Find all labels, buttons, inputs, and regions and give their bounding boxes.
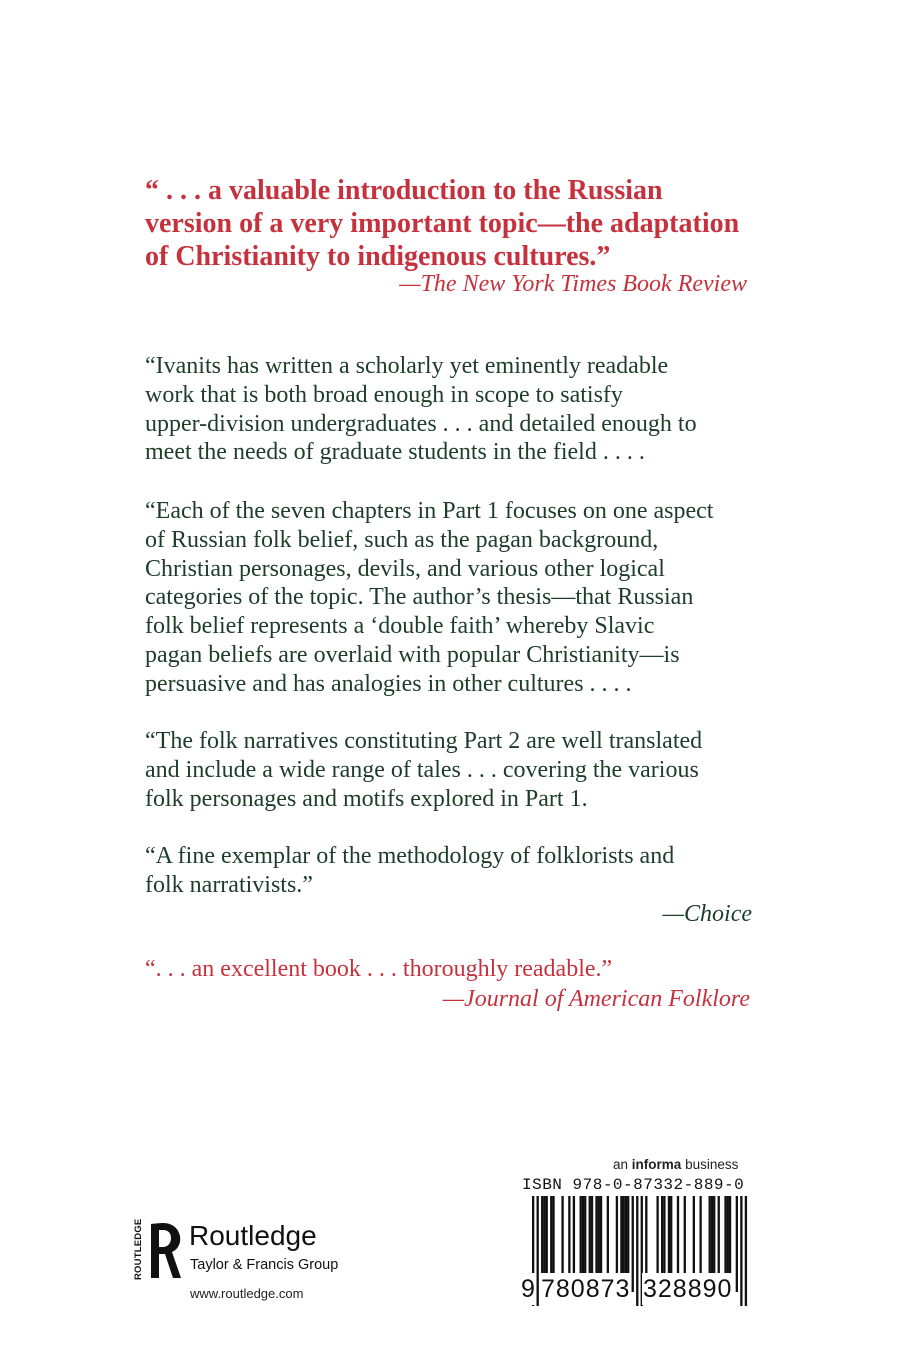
paragraph-line: meet the needs of graduate students in the field . . . . bbox=[145, 439, 645, 466]
paragraph-line: “Ivanits has written a scholarly yet eminently readable bbox=[145, 353, 669, 379]
informa-suffix: business bbox=[685, 1157, 739, 1172]
isbn-label: ISBN 978-0-87332-889-0 bbox=[522, 1176, 745, 1194]
paragraph-line: pagan beliefs are overlaid with popular Christianity—is bbox=[145, 641, 680, 668]
publisher-group: Taylor & Francis Group bbox=[190, 1257, 339, 1273]
paragraph-line: categories of the topic. The author’s thesis—that Russian bbox=[145, 584, 694, 611]
routledge-vertical-mark: ROUTLEDGE bbox=[133, 1218, 144, 1280]
paragraph-line: folk belief represents a ‘double faith’ whereby Slavic bbox=[145, 613, 655, 640]
routledge-head-icon bbox=[137, 1220, 181, 1280]
paragraph-line: and include a wide range of tales . . . covering the various bbox=[145, 756, 699, 783]
barcode-digits bbox=[520, 1273, 750, 1307]
barcode-digits-left: 780873 bbox=[541, 1275, 631, 1303]
publisher-url: www.routledge.com bbox=[190, 1286, 304, 1301]
choice-paragraph-3 bbox=[145, 727, 765, 813]
jaf-quote-line: “. . . an excellent book . . . thoroughly readable.” bbox=[145, 956, 613, 982]
nyt-quote-line: of Christianity to indigenous cultures.” bbox=[145, 241, 611, 272]
paragraph-line: folk personages and motifs explored in Part 1. bbox=[145, 785, 588, 812]
publisher-name: Routledge bbox=[189, 1220, 317, 1251]
nyt-quote-line: “ . . . a valuable introduction to the Russian bbox=[145, 175, 663, 206]
paragraph-line: upper-division undergraduates . . . and detailed enough to bbox=[145, 410, 697, 437]
choice-attribution: —Choice bbox=[662, 900, 752, 927]
paragraph-line: folk narrativists.” bbox=[145, 871, 313, 898]
jaf-quote bbox=[145, 955, 765, 1014]
paragraph-line: “The folk narratives constituting Part 2 are well translated bbox=[145, 728, 703, 754]
barcode-digit-lead: 9 bbox=[521, 1275, 535, 1303]
paragraph-line: “A fine exemplar of the methodology of folklorists and bbox=[145, 843, 675, 869]
paragraph-line: work that is both broad enough in scope to satisfy bbox=[145, 381, 623, 408]
nyt-quote-line: version of a very important topic—the adaptation bbox=[145, 208, 740, 239]
paragraph-line: Christian personages, devils, and various other logical bbox=[145, 555, 665, 582]
paragraph-line: persuasive and has analogies in other cultures . . . . bbox=[145, 670, 632, 697]
informa-tagline bbox=[613, 1157, 738, 1172]
choice-paragraph-2 bbox=[145, 497, 765, 699]
routledge-logo bbox=[133, 1218, 357, 1280]
nyt-attribution: —The New York Times Book Review bbox=[399, 271, 747, 297]
choice-paragraph-4 bbox=[145, 842, 765, 928]
paragraph-line: “Each of the seven chapters in Part 1 focuses on one aspect bbox=[145, 498, 714, 524]
informa-brand: informa bbox=[631, 1157, 682, 1172]
barcode-digits-right: 328890 bbox=[643, 1275, 733, 1303]
choice-paragraph-1 bbox=[145, 352, 765, 467]
nyt-quote bbox=[145, 174, 785, 299]
paragraph-line: of Russian folk belief, such as the pagan background, bbox=[145, 526, 659, 553]
informa-prefix: an bbox=[613, 1157, 629, 1172]
jaf-attribution: —Journal of American Folklore bbox=[442, 986, 750, 1012]
